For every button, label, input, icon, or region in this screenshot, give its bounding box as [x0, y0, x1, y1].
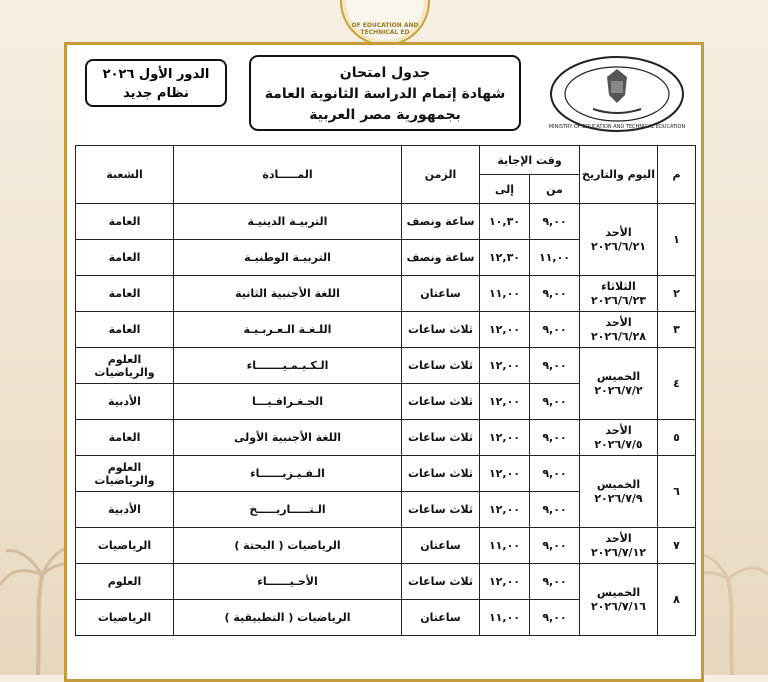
title-box: [249, 55, 521, 131]
time-to: ١١,٠٠: [480, 528, 530, 564]
exam-number: ٧: [658, 528, 696, 564]
time-to: ١١,٠٠: [480, 600, 530, 636]
time-to: ١٢,٠٠: [480, 456, 530, 492]
time-from: ٩,٠٠: [530, 420, 580, 456]
branch: العامة: [76, 204, 174, 240]
duration: ساعة ونصف: [402, 204, 480, 240]
duration: ساعتان: [402, 528, 480, 564]
branch: العلوم: [76, 564, 174, 600]
exam-date: ٢٠٢٦/٧/١٢: [590, 545, 647, 559]
branch: العامة: [76, 240, 174, 276]
exam-day: الخميس: [596, 585, 641, 599]
table-row: [76, 276, 696, 312]
exam-day-date: [580, 420, 658, 456]
time-from: ٩,٠٠: [530, 456, 580, 492]
header-from: من: [530, 175, 580, 204]
time-from: ٩,٠٠: [530, 348, 580, 384]
schedule-body: [76, 204, 696, 636]
exam-date: ٢٠٢٦/٦/٢٣: [590, 293, 647, 307]
exam-day-date: [580, 276, 658, 312]
seal-ring-text: OF EDUCATION AND TECHNICAL ED: [351, 22, 419, 36]
duration: ساعتان: [402, 276, 480, 312]
time-to: ١٢,٠٠: [480, 492, 530, 528]
subject: الأحـيــــــاء: [174, 564, 402, 600]
duration: ثلاث ساعات: [402, 420, 480, 456]
subject: التربيـة الدينيـة: [174, 204, 402, 240]
branch: العامة: [76, 420, 174, 456]
duration: ثلاث ساعات: [402, 564, 480, 600]
exam-day: الأحد: [605, 315, 632, 329]
exam-number: ٣: [658, 312, 696, 348]
exam-number: ١: [658, 204, 696, 276]
branch: العامة: [76, 312, 174, 348]
time-from: ٩,٠٠: [530, 492, 580, 528]
exam-day: الأحد: [605, 423, 632, 437]
table-row: [76, 564, 696, 600]
system-line: نظام جديد: [123, 86, 189, 101]
time-to: ١٢,٠٠: [480, 384, 530, 420]
time-to: ١٢,٠٠: [480, 564, 530, 600]
time-from: ٩,٠٠: [530, 384, 580, 420]
table-row: [76, 528, 696, 564]
time-from: ٩,٠٠: [530, 276, 580, 312]
time-from: ٩,٠٠: [530, 600, 580, 636]
exam-date: ٢٠٢٦/٦/٢٨: [590, 329, 647, 343]
exam-day-date: [580, 312, 658, 348]
exam-date: ٢٠٢٦/٧/٥: [594, 437, 643, 451]
subject: الـفـيـزيــــــاء: [174, 456, 402, 492]
exam-round-box: [85, 59, 227, 107]
title-line-1: جدول امتحان: [339, 65, 431, 81]
branch: الرياضيات: [76, 600, 174, 636]
header-branch: الشعبة: [76, 146, 174, 204]
round-line: الدور الأول ٢٠٢٦: [102, 67, 210, 82]
header-day: اليوم والتاريخ: [580, 146, 658, 204]
exam-number: ٤: [658, 348, 696, 420]
exam-date: ٢٠٢٦/٧/١٦: [590, 599, 647, 613]
sheet-header: [67, 45, 701, 141]
exam-day: الأحد: [605, 531, 632, 545]
time-from: ٩,٠٠: [530, 564, 580, 600]
exam-number: ٦: [658, 456, 696, 528]
branch: العلوم والرياضيات: [76, 348, 174, 384]
title-line-3: بجمهورية مصر العربية: [309, 107, 461, 123]
exam-day: الثلاثاء: [601, 279, 636, 293]
time-from: ٩,٠٠: [530, 312, 580, 348]
subject: الرياضيات ( التطبيقية ): [174, 600, 402, 636]
time-to: ١٠,٣٠: [480, 204, 530, 240]
exam-schedule-sheet: [64, 42, 704, 682]
exam-number: ٢: [658, 276, 696, 312]
subject: اللغة الأجنبية الأولى: [174, 420, 402, 456]
time-to: ١٢,٠٠: [480, 312, 530, 348]
duration: ثلاث ساعات: [402, 348, 480, 384]
exam-day: الأحد: [605, 225, 632, 239]
duration: ثلاث ساعات: [402, 492, 480, 528]
time-to: ١٢,٣٠: [480, 240, 530, 276]
exam-date: ٢٠٢٦/٧/٩: [594, 491, 643, 505]
duration: ثلاث ساعات: [402, 456, 480, 492]
exam-number: ٥: [658, 420, 696, 456]
exam-day-date: [580, 564, 658, 636]
logo-ring-text: MINISTRY OF EDUCATION AND TECHNICAL EDUCATION: [549, 124, 685, 130]
time-to: ١٢,٠٠: [480, 420, 530, 456]
time-to: ١١,٠٠: [480, 276, 530, 312]
header-to: إلى: [480, 175, 530, 204]
header-duration: الزمن: [402, 146, 480, 204]
header-subject: المـــــادة: [174, 146, 402, 204]
subject: الـتـــــاريـــــخ: [174, 492, 402, 528]
table-row: [76, 312, 696, 348]
subject: الجـغـرافـيـــا: [174, 384, 402, 420]
table-row: [76, 204, 696, 240]
exam-day: الخميس: [596, 369, 641, 383]
header-answer-time: وقت الإجابة: [480, 146, 580, 175]
schedule-table: [75, 145, 696, 636]
subject: التربيـة الوطنيـة: [174, 240, 402, 276]
time-from: ٩,٠٠: [530, 204, 580, 240]
exam-day-date: [580, 348, 658, 420]
duration: ثلاث ساعات: [402, 312, 480, 348]
time-to: ١٢,٠٠: [480, 348, 530, 384]
exam-date: ٢٠٢٦/٦/٢١: [590, 239, 647, 253]
ministry-seal-top: [340, 0, 430, 46]
branch: الأدبية: [76, 384, 174, 420]
subject: الرياضيات ( البحتة ): [174, 528, 402, 564]
table-row: [76, 456, 696, 492]
branch: العلوم والرياضيات: [76, 456, 174, 492]
subject: اللغة الأجنبية الثانية: [174, 276, 402, 312]
branch: العامة: [76, 276, 174, 312]
subject: اللـغـة الـعـربـيـة: [174, 312, 402, 348]
time-from: ٩,٠٠: [530, 528, 580, 564]
duration: ثلاث ساعات: [402, 384, 480, 420]
exam-day-date: [580, 204, 658, 276]
exam-day-date: [580, 528, 658, 564]
exam-number: ٨: [658, 564, 696, 636]
time-from: ١١,٠٠: [530, 240, 580, 276]
exam-date: ٢٠٢٦/٧/٢: [594, 383, 643, 397]
title-line-2: شهادة إتمام الدراسة الثانوية العامة: [264, 86, 506, 102]
duration: ساعتان: [402, 600, 480, 636]
duration: ساعة ونصف: [402, 240, 480, 276]
table-row: [76, 348, 696, 384]
header-num: م: [658, 146, 696, 204]
subject: الـكـيـمـيـــــــاء: [174, 348, 402, 384]
exam-day: الخميس: [596, 477, 641, 491]
table-row: [76, 420, 696, 456]
exam-day-date: [580, 456, 658, 528]
ministry-logo-icon: [549, 55, 685, 133]
branch: الأدبية: [76, 492, 174, 528]
branch: الرياضيات: [76, 528, 174, 564]
